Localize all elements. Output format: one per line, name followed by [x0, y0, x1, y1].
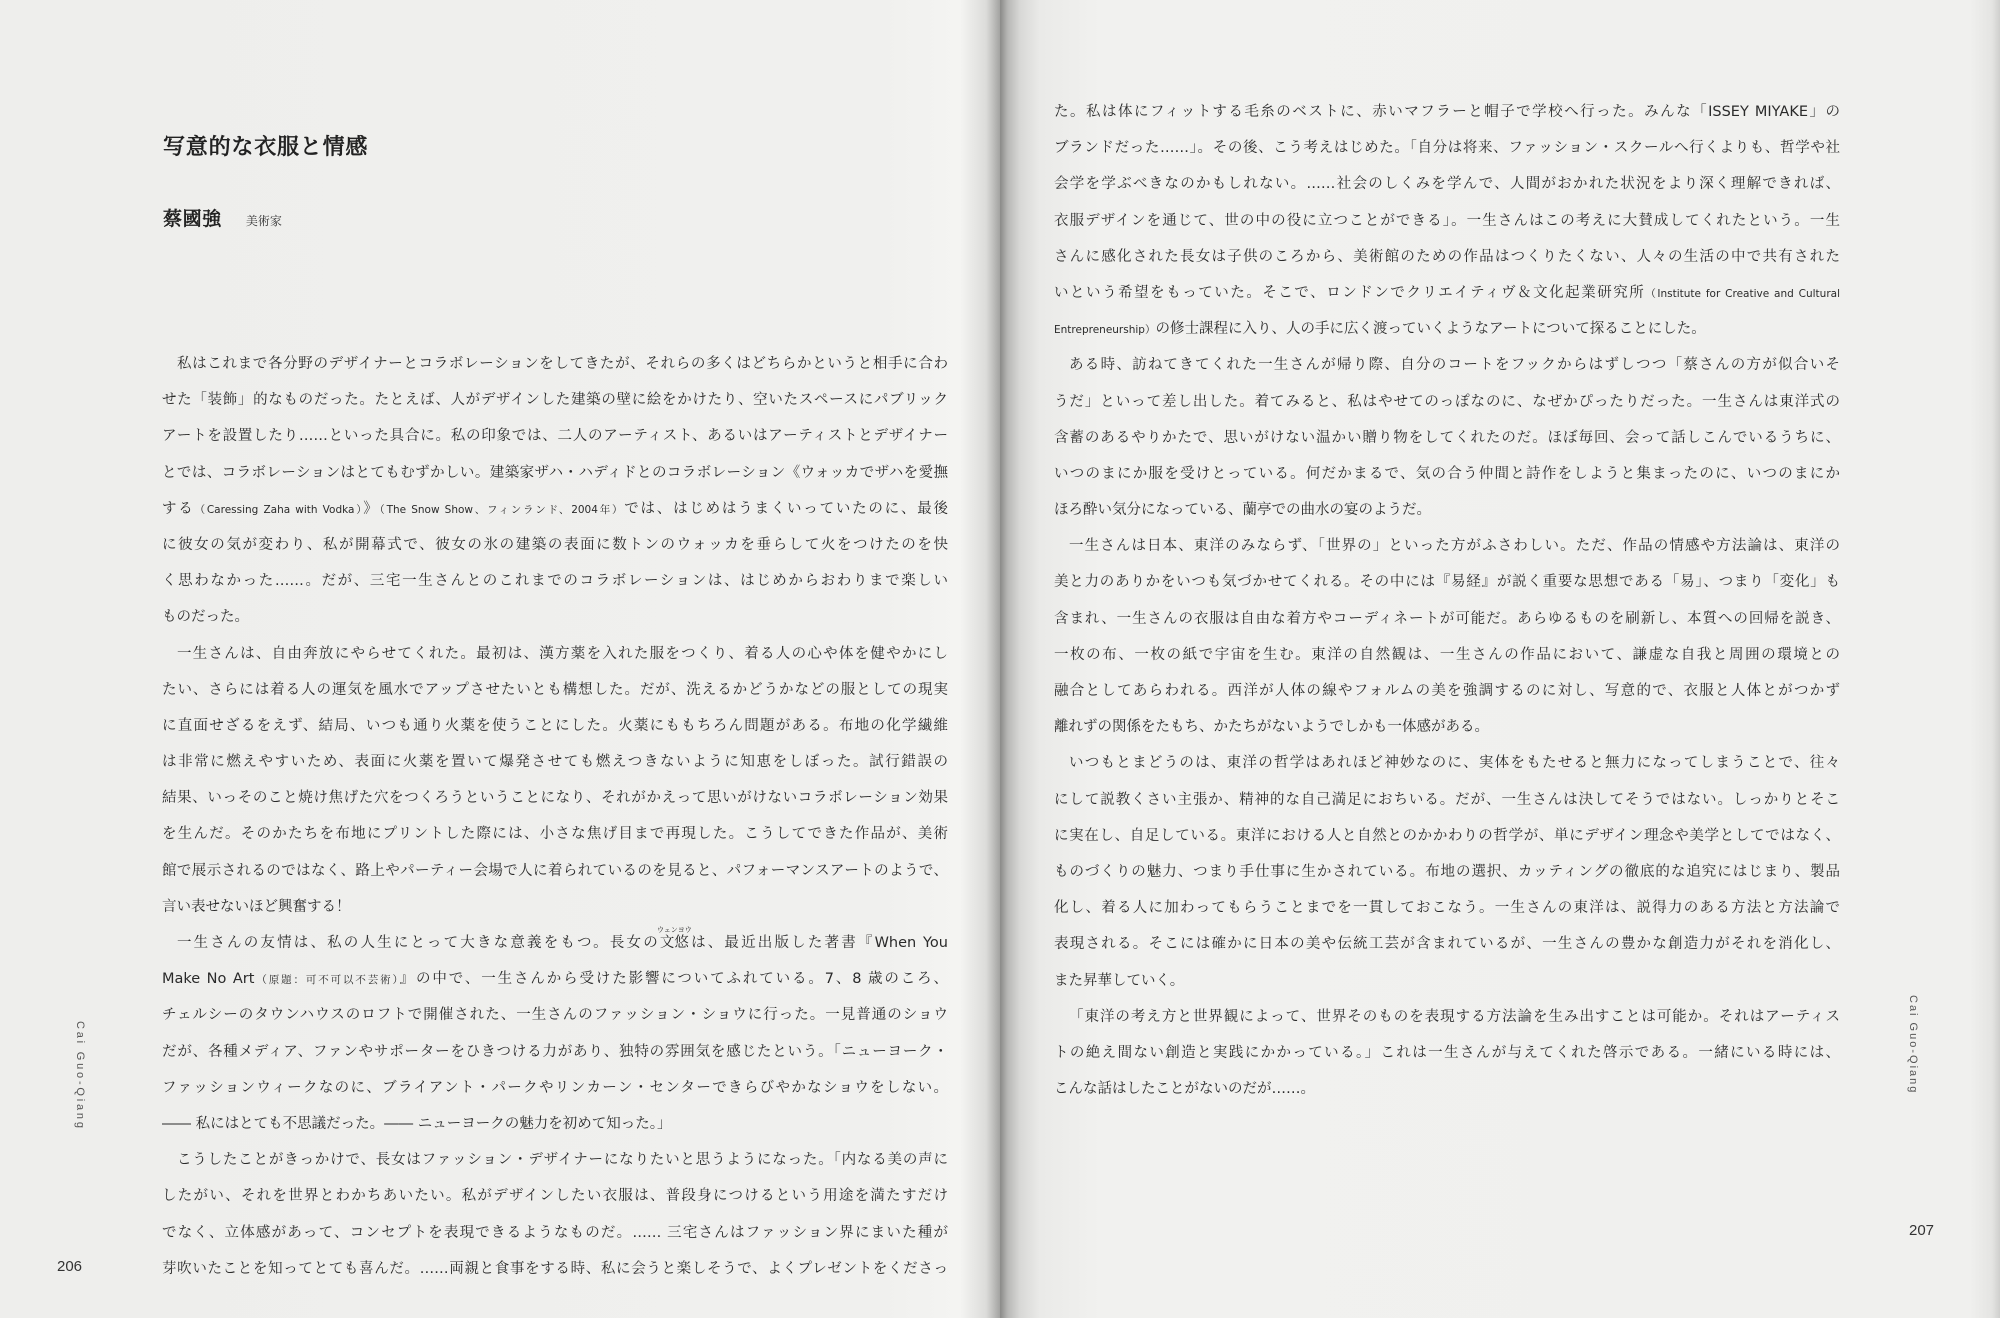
text-line: 含蓄のあるやりかたで、思いがけない温かい贈り物をしてくれたのだ。ほぼ毎回、会って話しこんでいるうちに、 — [1054, 429, 1840, 446]
paragraph — [162, 925, 948, 1142]
text-line: たい、さらには着る人の運気を風水でアップさせたいとも構想した。だが、洗えるかどうかなどの服としての現実 — [162, 681, 948, 698]
right-page — [1000, 0, 2000, 1318]
text-line: ―― 私にはとても不思議だった。―― ニューヨークの魅力を初めて知った。」 — [162, 1115, 672, 1132]
text-line — [162, 925, 948, 961]
text-line: チェルシーのタウンハウスのロフトで開催された、一生さんのファッション・ショウに行った。一見普通のショウ — [162, 1007, 948, 1024]
text-line: に直面せざるをえず、結局、いつも通り火薬を使うことにした。火薬にももちろん問題がある。布地の化学繊維 — [162, 717, 948, 734]
inline-note: （Caressing Zaha with Vodka） — [194, 503, 364, 516]
text-line: だが、各種メディア、ファンやサポーターをひきつける力があり、独特の雰囲気を感じたという。「ニューヨーク・ — [162, 1043, 948, 1060]
page-number: 206 — [57, 1258, 83, 1275]
text-line: 一生さんは日本、東洋のみならず、「世界の」といった方がふさわしい。ただ、作品の情感や方法論は、東洋の — [1069, 538, 1840, 555]
text-line: いつもとまどうのは、東洋の哲学はあれほど神妙なのに、実体をもたせると無力になってしまうことで、往々 — [1069, 755, 1840, 772]
text-line: ものづくりの魅力、つまり手仕事に生かされている。布地の選択、カッティングの徹底的な追究にはじまり、製品 — [1054, 863, 1840, 880]
article-title: 写意的な衣服と情感 — [163, 135, 369, 160]
text-line: さんに感化された長女は子供のころから、美術館のための作品はつくりたくない、人々の生活の中で共有された — [1054, 248, 1840, 265]
text-line: に実在し、自足している。東洋における人と自然とのかかわりの哲学が、単にデザイン理念や美学としてではなく、 — [1054, 827, 1840, 844]
text-line: こんな話はしたことがないのだが……。 — [1054, 1081, 1315, 1098]
author-byline — [163, 206, 282, 234]
paragraph — [1054, 528, 1840, 745]
page-number: 207 — [1909, 1222, 1935, 1239]
text-line — [1054, 275, 1840, 311]
text-line: うだ」といって差し出した。着てみると、私はやせてのっぽなのに、なぜかぴったりだった。一生さんは東洋式の — [1054, 393, 1840, 410]
text-line — [162, 491, 948, 527]
text-line: こうしたことがきっかけで、長女はファッション・デザイナーになりたいと思うようになった。「内なる美の声に — [177, 1152, 948, 1169]
text-line: 表現される。そこには確かに日本の美や伝統工芸が含まれているが、一生さんの豊かな創造力がそれを消化し、 — [1054, 936, 1840, 953]
text-line: にして説教くさい主張か、精神的な自己満足におちいる。だが、一生さんは決してそうではない。しっかりとそこ — [1054, 791, 1840, 808]
text-line: したがい、それを世界とわかちあいたい。私がデザインしたい衣服は、普段身につけるという用途を満たすだけ — [162, 1188, 948, 1205]
paragraph — [162, 636, 948, 926]
text-run: 》 — [363, 500, 380, 517]
text-line: を生んだ。そのかたちを布地にプリントした際には、小さな焦げ目まで再現した。こうしてできた作品が、美術 — [162, 826, 948, 843]
text-line: は非常に燃えやすいため、表面に火薬を置いて爆発させても燃えつきないように知恵をしぼった。試行錯誤の — [162, 754, 948, 771]
text-line — [1054, 311, 1840, 347]
text-line: 一枚の布、一枚の紙で宇宙を生む。東洋の自然観は、一生さんの作品において、謙虚な自我と周囲の環境との — [1054, 646, 1840, 663]
body-text — [162, 346, 948, 1287]
ruby-base: 文悠 — [659, 935, 689, 951]
body-text — [1054, 94, 1840, 1107]
text-run: 』の中で、一生さんから受けた影響についてふれている。7、8 歳のころ、 — [399, 971, 948, 988]
text-line: トの絶え間ない創造と実践にかかっている。」これは一生さんが与えてくれた啓示である。一緒にいる時には、 — [1054, 1044, 1840, 1061]
text-line: 「東洋の考え方と世界観によって、世界そのものを表現する方法論を生み出すことは可能か。それはアーティス — [1069, 1008, 1840, 1025]
text-line: でなく、立体感があって、コンセプトを表現できるようなものだ。…… 三宅さんはファッション界にまいた種が — [162, 1224, 948, 1241]
text-line: また昇華していく。 — [1054, 972, 1185, 989]
running-head: Cai Guo-Qiang — [74, 1021, 86, 1131]
text-line: ブランドだった……」。その後、こう考えはじめた。「自分は将来、ファッション・スクールへ行くよりも、哲学や社 — [1054, 140, 1840, 157]
text-line: 融合としてあらわれる。西洋が人体の線やフォルムの美を強調するのに対し、写意的で、衣服と人体とがつかず — [1054, 683, 1840, 699]
text-line: 私はこれまで各分野のデザイナーとコラボレーションをしてきたが、それらの多くはどちらかというと相手に合わ — [177, 356, 948, 372]
text-line: 一生さんは、自由奔放にやらせてくれた。最初は、漢方薬を入れた服をつくり、着る人の心や体を健やかにし — [177, 645, 948, 662]
running-head: Cai Guo-Qiang — [1907, 995, 1919, 1095]
text-line: アートを設置したり……といった具合に。私の印象では、二人のアーティスト、あるいはアーティストとデザイナー — [162, 428, 948, 445]
ruby-reading: ウェンヨウ — [657, 926, 692, 934]
text-line: 衣服デザインを通じて、世の中の役に立つことができる」。一生さんはこの考えに大賛成してくれたという。一生 — [1054, 212, 1840, 229]
text-line: 言い表せないほど興奮する！ — [162, 898, 351, 915]
author-name: 蔡國強 — [163, 208, 222, 230]
text-line: 含まれ、一生さんの衣服は自由な着方やコーディネートが可能だ。あらゆるものを刷新し、本質への回帰を説き、 — [1054, 610, 1840, 627]
text-line: ものだった。 — [162, 609, 249, 626]
paragraph — [162, 1142, 948, 1287]
text-line: 会学を学ぶべきなのかもしれない。……社会のしくみを学んで、人間がおかれた状況をより深く理解できれば、 — [1054, 176, 1840, 193]
paragraph — [1054, 347, 1840, 528]
text-line: とでは、コラボレーションはとてもむずかしい。建築家ザハ・ハディドとのコラボレーション《ウォッカでザハを愛撫 — [162, 464, 948, 481]
inline-note: Entrepreneurship） — [1054, 324, 1156, 337]
text-run: は、最近出版した著書『When You — [688, 935, 948, 951]
paragraph — [162, 346, 948, 636]
text-line: いつのまにか服を受けとっている。何だかまるで、気の合う仲間と詩作をしようと集まったのに、いつのまにか — [1054, 465, 1840, 482]
text-line: せた「装飾」的なものだった。たとえば、人がデザインした建築の壁に絵をかけたり、空いたスペースにパブリック — [162, 392, 948, 409]
text-line: 美と力のありかをいつも気づかせてくれる。その中には『易経』が説く重要な思想である「易」、つまり「変化」も — [1054, 574, 1840, 591]
text-line: 館で展示されるのではなく、路上やパーティー会場で人に着られているのを見ると、パフォーマンスアートのようで、 — [162, 862, 948, 879]
text-line: ある時、訪ねてきてくれた一生さんが帰り際、自分のコートをフックからはずしつつ「蔡さんの方が似合いそ — [1069, 357, 1840, 374]
text-line: ほろ酔い気分になっている、蘭亭での曲水の宴のようだ。 — [1054, 502, 1431, 519]
text-line: 離れずの関係をたもち、かたちがないようでしかも一体感がある。 — [1054, 719, 1489, 736]
text-line: 芽吹いたことを知ってとても喜んだ。……両親と食事をする時、私に会うと楽しそうで、よくプレゼントをくださっ — [162, 1260, 948, 1277]
text-run: する — [162, 500, 195, 517]
inline-note: （The Snow Show、フィンランド、2004年） — [379, 503, 625, 516]
text-line: 結果、いっそのこと焼け焦げた穴をつくろうということになり、それがかえって思いがけないコラボレーション効果 — [162, 790, 948, 807]
text-run: の修士課程に入り、人の手に広く渡っていくようなアートについて探ることにした。 — [1155, 321, 1706, 338]
text-line: 化し、着る人に加わってもらうことまでを一貫しておこなう。一生さんの東洋は、説得力のある方法と方法論で — [1054, 900, 1840, 917]
text-run: では、はじめはうまくいっていたのに、最後 — [624, 500, 948, 517]
text-line: た。私は体にフィットする毛糸のベストに、赤いマフラーと帽子で学校へ行った。みんな「ISSEY MIYAKE」の — [1054, 104, 1840, 120]
inline-note: （Institute for Creative and Cultural — [1645, 287, 1840, 300]
paragraph — [1054, 745, 1840, 998]
paragraph — [1054, 999, 1840, 1108]
inline-note: （原題：可不可以不芸術） — [254, 974, 400, 987]
text-run: 一生さんの友情は、私の人生にとって大きな意義をもつ。長女の — [177, 935, 660, 951]
text-run: いという希望をもっていた。そこで、ロンドンでクリエイティヴ＆文化起業研究所 — [1054, 284, 1646, 301]
text-line — [162, 961, 948, 997]
author-role: 美術家 — [245, 214, 282, 228]
text-line: ファッションウィークなのに、ブライアント・パークやリンカーン・センターできらびやかなショウをしない。 — [162, 1079, 948, 1096]
text-line: に彼女の気が変わり、私が開幕式で、彼女の氷の建築の表面に数トンのウォッカを垂らして火をつけたのを快 — [162, 536, 948, 553]
paragraph — [1054, 94, 1840, 347]
text-line: く思わなかった……。だが、三宅一生さんとのこれまでのコラボレーションは、はじめからおわりまで楽しい — [162, 573, 948, 590]
ruby-text — [657, 925, 692, 961]
text-run: Make No Art — [162, 971, 255, 988]
